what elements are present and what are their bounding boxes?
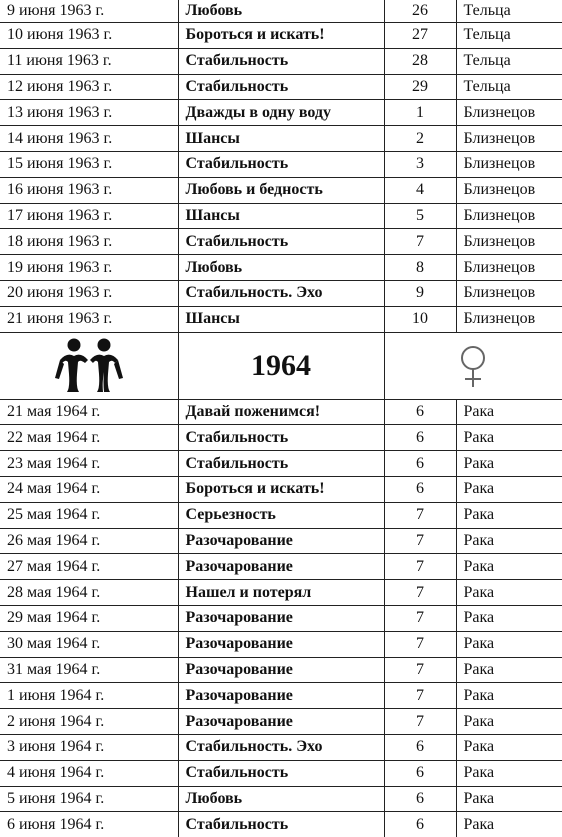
number-cell: 7 — [384, 528, 456, 554]
phrase-cell: Разочарование — [178, 709, 384, 735]
sign-cell: Тельца — [456, 74, 562, 100]
table-row — [0, 451, 562, 477]
date-cell: 22 мая 1964 г. — [0, 425, 178, 451]
sign-cell: Рака — [456, 580, 562, 606]
sign-cell: Тельца — [456, 48, 562, 74]
phrase-cell: Нашел и потерял — [178, 580, 384, 606]
table-row — [0, 528, 562, 554]
table-row — [0, 425, 562, 451]
number-cell: 6 — [384, 734, 456, 760]
sign-cell: Близнецов — [456, 306, 562, 332]
number-cell: 7 — [384, 657, 456, 683]
date-cell: 19 июня 1963 г. — [0, 255, 178, 281]
table-row — [0, 229, 562, 255]
date-cell: 12 июня 1963 г. — [0, 74, 178, 100]
table-1963 — [0, 0, 562, 333]
venus-icon — [453, 343, 493, 389]
date-cell: 2 июня 1964 г. — [0, 709, 178, 735]
number-cell: 3 — [384, 151, 456, 177]
table-row — [0, 0, 562, 23]
date-cell: 17 июня 1963 г. — [0, 203, 178, 229]
phrase-cell: Стабильность — [178, 48, 384, 74]
phrase-cell: Серьезность — [178, 502, 384, 528]
table-row — [0, 151, 562, 177]
date-cell: 26 мая 1964 г. — [0, 528, 178, 554]
table-row — [0, 280, 562, 306]
table-row — [0, 23, 562, 49]
table-row — [0, 100, 562, 126]
table-row — [0, 709, 562, 735]
table-row — [0, 502, 562, 528]
phrase-cell: Любовь и бедность — [178, 177, 384, 203]
sign-cell: Близнецов — [456, 229, 562, 255]
phrase-cell: Стабильность — [178, 74, 384, 100]
date-cell: 13 июня 1963 г. — [0, 100, 178, 126]
date-cell: 4 июня 1964 г. — [0, 760, 178, 786]
number-cell: 2 — [384, 126, 456, 152]
sign-cell: Рака — [456, 631, 562, 657]
number-cell: 7 — [384, 683, 456, 709]
sign-cell: Рака — [456, 502, 562, 528]
sign-cell: Рака — [456, 683, 562, 709]
date-cell: 21 мая 1964 г. — [0, 399, 178, 425]
number-cell: 29 — [384, 74, 456, 100]
phrase-cell: Шансы — [178, 126, 384, 152]
number-cell: 6 — [384, 451, 456, 477]
year-header-table — [0, 333, 562, 399]
number-cell: 27 — [384, 23, 456, 49]
table-row — [0, 631, 562, 657]
sign-cell: Рака — [456, 476, 562, 502]
table-row — [0, 683, 562, 709]
phrase-cell: Бороться и искать! — [178, 23, 384, 49]
number-cell: 6 — [384, 399, 456, 425]
phrase-cell: Разочарование — [178, 605, 384, 631]
phrase-cell: Любовь — [178, 786, 384, 812]
date-cell: 24 мая 1964 г. — [0, 476, 178, 502]
date-cell: 21 июня 1963 г. — [0, 306, 178, 332]
table-row — [0, 734, 562, 760]
sign-cell: Рака — [456, 709, 562, 735]
number-cell: 6 — [384, 425, 456, 451]
phrase-cell: Бороться и искать! — [178, 476, 384, 502]
table-body-1964 — [0, 399, 562, 837]
number-cell: 1 — [384, 100, 456, 126]
number-cell: 7 — [384, 502, 456, 528]
date-cell: 20 июня 1963 г. — [0, 280, 178, 306]
phrase-cell: Шансы — [178, 203, 384, 229]
phrase-cell: Любовь — [178, 0, 384, 23]
phrase-cell: Стабильность — [178, 760, 384, 786]
sign-cell: Тельца — [456, 23, 562, 49]
venus-icon-cell — [384, 333, 562, 399]
phrase-cell: Стабильность — [178, 451, 384, 477]
sign-cell: Рака — [456, 528, 562, 554]
table-row — [0, 786, 562, 812]
date-cell: 30 мая 1964 г. — [0, 631, 178, 657]
sign-cell: Рака — [456, 786, 562, 812]
date-cell: 31 мая 1964 г. — [0, 657, 178, 683]
table-row — [0, 255, 562, 281]
phrase-cell: Разочарование — [178, 631, 384, 657]
phrase-cell: Стабильность. Эхо — [178, 734, 384, 760]
phrase-cell: Разочарование — [178, 554, 384, 580]
number-cell: 6 — [384, 476, 456, 502]
sign-cell: Рака — [456, 451, 562, 477]
date-cell: 9 июня 1963 г. — [0, 0, 178, 23]
number-cell: 7 — [384, 709, 456, 735]
date-cell: 28 мая 1964 г. — [0, 580, 178, 606]
phrase-cell: Давай поженимся! — [178, 399, 384, 425]
table-row — [0, 657, 562, 683]
date-cell: 16 июня 1963 г. — [0, 177, 178, 203]
number-cell: 9 — [384, 280, 456, 306]
gemini-icon-cell — [0, 333, 178, 399]
sign-cell: Рака — [456, 812, 562, 837]
phrase-cell: Разочарование — [178, 528, 384, 554]
phrase-cell: Стабильность. Эхо — [178, 280, 384, 306]
number-cell: 6 — [384, 812, 456, 837]
table-row — [0, 812, 562, 837]
number-cell: 5 — [384, 203, 456, 229]
table-body-1963 — [0, 0, 562, 332]
date-cell: 18 июня 1963 г. — [0, 229, 178, 255]
table-row — [0, 476, 562, 502]
gemini-twins-icon — [52, 338, 126, 394]
phrase-cell: Разочарование — [178, 657, 384, 683]
number-cell: 7 — [384, 229, 456, 255]
number-cell: 7 — [384, 605, 456, 631]
date-cell: 10 июня 1963 г. — [0, 23, 178, 49]
date-cell: 3 июня 1964 г. — [0, 734, 178, 760]
table-row — [0, 554, 562, 580]
sign-cell: Рака — [456, 605, 562, 631]
sign-cell: Близнецов — [456, 126, 562, 152]
date-cell: 5 июня 1964 г. — [0, 786, 178, 812]
number-cell: 28 — [384, 48, 456, 74]
sign-cell: Близнецов — [456, 255, 562, 281]
date-cell: 23 мая 1964 г. — [0, 451, 178, 477]
number-cell: 7 — [384, 554, 456, 580]
phrase-cell: Любовь — [178, 255, 384, 281]
date-cell: 15 июня 1963 г. — [0, 151, 178, 177]
sign-cell: Рака — [456, 554, 562, 580]
sign-cell: Близнецов — [456, 203, 562, 229]
table-row — [0, 203, 562, 229]
table-row — [0, 605, 562, 631]
phrase-cell: Стабильность — [178, 151, 384, 177]
phrase-cell: Стабильность — [178, 229, 384, 255]
number-cell: 7 — [384, 580, 456, 606]
table-row — [0, 580, 562, 606]
sign-cell: Близнецов — [456, 100, 562, 126]
table-row — [0, 48, 562, 74]
sign-cell: Рака — [456, 734, 562, 760]
table-row — [0, 306, 562, 332]
year-title: 1964 — [178, 333, 384, 399]
number-cell: 8 — [384, 255, 456, 281]
number-cell: 7 — [384, 631, 456, 657]
sign-cell: Тельца — [456, 0, 562, 23]
phrase-cell: Стабильность — [178, 812, 384, 837]
phrase-cell: Разочарование — [178, 683, 384, 709]
sign-cell: Близнецов — [456, 151, 562, 177]
date-cell: 6 июня 1964 г. — [0, 812, 178, 837]
date-cell: 29 мая 1964 г. — [0, 605, 178, 631]
table-row — [0, 177, 562, 203]
phrase-cell: Дважды в одну воду — [178, 100, 384, 126]
sign-cell: Близнецов — [456, 177, 562, 203]
date-cell: 25 мая 1964 г. — [0, 502, 178, 528]
table-row — [0, 399, 562, 425]
date-cell: 11 июня 1963 г. — [0, 48, 178, 74]
sign-cell: Рака — [456, 425, 562, 451]
date-cell: 14 июня 1963 г. — [0, 126, 178, 152]
sign-cell: Рака — [456, 399, 562, 425]
date-cell: 1 июня 1964 г. — [0, 683, 178, 709]
number-cell: 4 — [384, 177, 456, 203]
year-header-row — [0, 333, 562, 399]
phrase-cell: Стабильность — [178, 425, 384, 451]
table-row — [0, 74, 562, 100]
sign-cell: Близнецов — [456, 280, 562, 306]
table-1964 — [0, 399, 562, 837]
number-cell: 26 — [384, 0, 456, 23]
sign-cell: Рака — [456, 760, 562, 786]
number-cell: 6 — [384, 760, 456, 786]
table-row — [0, 126, 562, 152]
phrase-cell: Шансы — [178, 306, 384, 332]
number-cell: 10 — [384, 306, 456, 332]
sign-cell: Рака — [456, 657, 562, 683]
number-cell: 6 — [384, 786, 456, 812]
date-cell: 27 мая 1964 г. — [0, 554, 178, 580]
table-row — [0, 760, 562, 786]
